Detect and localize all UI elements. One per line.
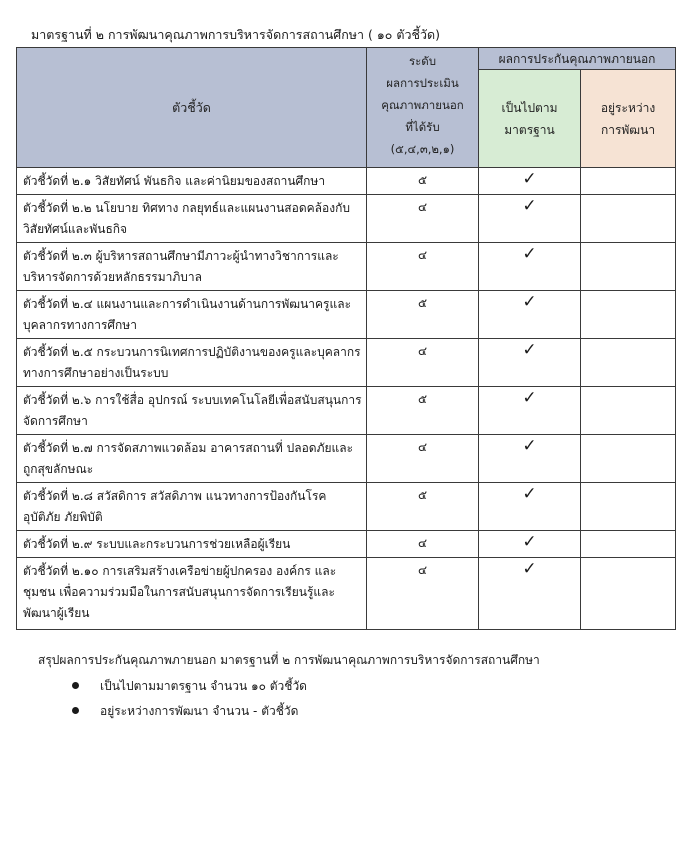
meets-standard-cell — [479, 558, 581, 630]
level-cell: ๕ — [367, 291, 479, 339]
meets-standard-cell — [479, 483, 581, 531]
meets-standard-cell — [479, 243, 581, 291]
checkmark-icon: ✓ — [522, 559, 537, 579]
indicator-cell: ตัวชี้วัดที่ ๒.๓ ผู้บริหารสถานศึกษามีภาวะผู้นำทางวิชาการและบริหารจัดการด้วยหลักธรรมาภิบาล — [17, 243, 367, 291]
checkmark-icon: ✓ — [522, 532, 537, 552]
meets-standard-cell — [479, 291, 581, 339]
checkmark-icon: ✓ — [522, 292, 537, 312]
developing-cell — [581, 243, 676, 291]
checkmark-icon: ✓ — [522, 340, 537, 360]
indicator-cell: ตัวชี้วัดที่ ๒.๒ นโยบาย ทิศทาง กลยุทธ์และแผนงานสอดคล้องกับวิสัยทัศน์และพันธกิจ — [17, 195, 367, 243]
level-cell: ๔ — [367, 558, 479, 630]
indicator-cell: ตัวชี้วัดที่ ๒.๑ วิสัยทัศน์ พันธกิจ และค่านิยมของสถานศึกษา — [17, 168, 367, 195]
indicator-table — [16, 47, 676, 630]
indicator-cell: ตัวชี้วัดที่ ๒.๔ แผนงานและการดำเนินงานด้านการพัฒนาครูและบุคลากรทางการศึกษา — [17, 291, 367, 339]
indicator-rows — [17, 168, 676, 630]
level-header-line: (๕,๔,๓,๒,๑) — [390, 142, 455, 156]
table-row — [17, 435, 676, 483]
indicator-cell: ตัวชี้วัดที่ ๒.๖ การใช้สื่อ อุปกรณ์ ระบบเทคโนโลยีเพื่อสนับสนุนการจัดการศึกษา — [17, 387, 367, 435]
indicator-cell: ตัวชี้วัดที่ ๒.๑๐ การเสริมสร้างเครือข่ายผู้ปกครอง องค์กร และชุมชน เพื่อความร่วมมือในการสนับสนุนการจัดการเรียนรู้และพัฒนาผู้เรียน — [17, 558, 367, 630]
checkmark-icon: ✓ — [522, 436, 537, 456]
bullet-icon — [72, 682, 79, 689]
developing-header-line: การพัฒนา — [600, 122, 656, 137]
level-cell: ๕ — [367, 483, 479, 531]
developing-cell — [581, 558, 676, 630]
table-row — [17, 291, 676, 339]
bullet-icon — [72, 707, 79, 714]
level-header — [367, 48, 479, 168]
meets-standard-cell — [479, 168, 581, 195]
level-cell: ๔ — [367, 339, 479, 387]
table-row — [17, 558, 676, 630]
table-row — [17, 531, 676, 558]
indicator-cell: ตัวชี้วัดที่ ๒.๙ ระบบและกระบวนการช่วยเหลือผู้เรียน — [17, 531, 367, 558]
meets-header-line: มาตรฐาน — [504, 122, 555, 137]
developing-cell — [581, 387, 676, 435]
page-title: มาตรฐานที่ ๒ การพัฒนาคุณภาพการบริหารจัดการสถานศึกษา ( ๑๐ ตัวชี้วัด) — [31, 27, 441, 42]
summary-heading: สรุปผลการประกันคุณภาพภายนอก มาตรฐานที่ ๒ การพัฒนาคุณภาพการบริหารจัดการสถานศึกษา — [38, 653, 540, 667]
checkmark-icon: ✓ — [522, 196, 537, 216]
checkmark-icon: ✓ — [522, 169, 537, 189]
level-header-line: ระดับ — [408, 54, 437, 68]
meets-standard-cell — [479, 435, 581, 483]
level-cell: ๔ — [367, 195, 479, 243]
developing-cell — [581, 339, 676, 387]
meets-standard-cell — [479, 195, 581, 243]
level-header-line: ที่ได้รับ — [405, 120, 440, 134]
developing-header-line: อยู่ระหว่าง — [600, 100, 656, 115]
developing-cell — [581, 483, 676, 531]
checkmark-icon: ✓ — [522, 244, 537, 264]
level-cell: ๔ — [367, 435, 479, 483]
table-row — [17, 387, 676, 435]
meets-header-line: เป็นไปตาม — [501, 100, 558, 115]
meets-standard-cell — [479, 531, 581, 558]
developing-cell — [581, 168, 676, 195]
developing-cell — [581, 435, 676, 483]
level-header-line: ผลการประเมิน — [386, 76, 459, 90]
table-row — [17, 243, 676, 291]
summary-item-text: อยู่ระหว่างการพัฒนา จำนวน - ตัวชี้วัด — [100, 704, 299, 718]
indicator-header: ตัวชี้วัด — [17, 48, 367, 168]
level-header-line: คุณภาพภายนอก — [381, 98, 464, 112]
meets-standard-cell — [479, 387, 581, 435]
meets-standard-cell — [479, 339, 581, 387]
checkmark-icon: ✓ — [522, 388, 537, 408]
developing-header — [581, 70, 676, 168]
developing-cell — [581, 291, 676, 339]
table-row — [17, 168, 676, 195]
level-cell: ๕ — [367, 168, 479, 195]
indicator-cell: ตัวชี้วัดที่ ๒.๕ กระบวนการนิเทศการปฏิบัติงานของครูและบุคลากรทางการศึกษาอย่างเป็นระบบ — [17, 339, 367, 387]
meets-standard-header — [479, 70, 581, 168]
developing-cell — [581, 195, 676, 243]
level-cell: ๔ — [367, 243, 479, 291]
summary-item-text: เป็นไปตามมาตรฐาน จำนวน ๑๐ ตัวชี้วัด — [100, 679, 307, 693]
external-assurance-header: ผลการประกันคุณภาพภายนอก — [479, 48, 676, 70]
checkmark-icon: ✓ — [522, 484, 537, 504]
indicator-cell: ตัวชี้วัดที่ ๒.๗ การจัดสภาพแวดล้อม อาคารสถานที่ ปลอดภัยและถูกสุขลักษณะ — [17, 435, 367, 483]
table-row — [17, 483, 676, 531]
level-cell: ๔ — [367, 531, 479, 558]
indicator-cell: ตัวชี้วัดที่ ๒.๘ สวัสดิการ สวัสดิภาพ แนวทางการป้องกันโรค อุบัติภัย ภัยพิบัติ — [17, 483, 367, 531]
table-row — [17, 339, 676, 387]
level-cell: ๕ — [367, 387, 479, 435]
developing-cell — [581, 531, 676, 558]
table-row — [17, 195, 676, 243]
